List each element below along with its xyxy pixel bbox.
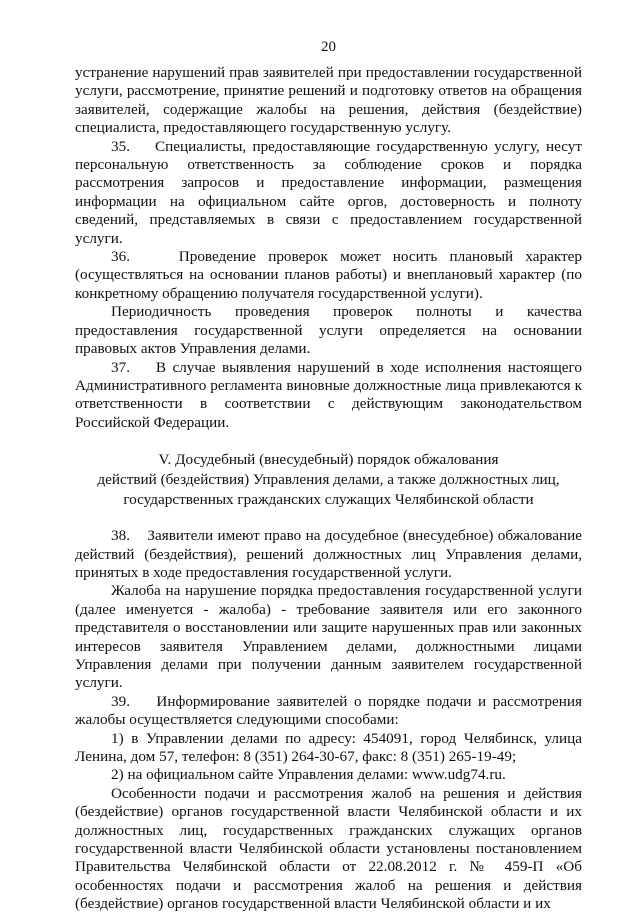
paragraph-39: 39. Информирование заявителей о порядке подачи и рассмотрения жалобы осуществляется следующими способами: — [75, 692, 582, 729]
paragraph-38: 38. Заявители имеют право на досудебное (внесудебное) обжалование действий (бездействия), решений должностных лиц Управления делами, принятых в ходе предоставления государственной услуги. — [75, 527, 582, 581]
list-item-address: 1) в Управлении делами по адресу: 454091, город Челябинск, улица Ленина, дом 57, телефон: 8 (351) 264-30-67, факс: 8 (351) 265-19-49; — [75, 729, 582, 765]
section-title-line-1: V. Досудебный (внесудебный) порядок обжалования — [158, 451, 499, 469]
paragraph-complaint-definition: Жалоба на нарушение порядка предоставления государственной услуги (далее именуется - жалоба) - требование заявителя или его законного представителя о восстановлении или защите нарушенных прав или законных интересов заявителя Управлением делами, должностными лицами Управления делами при получении данным заявителем государственной услуги. — [75, 582, 582, 692]
page-number: 20 — [321, 39, 336, 55]
section-title — [75, 450, 582, 510]
paragraph-36: 36. Проведение проверок может носить плановый характер (осуществляться на основании планов работы) и внеплановый характер (по конкретному обращению получателя государственной услуги). — [75, 248, 582, 302]
paragraph-35: 35. Специалисты, предоставляющие государственную услугу, несут персональную ответственность за соблюдение сроков и порядка рассмотрения запросов и предоставление информации, размещения информации на официальном сайте оргов, достоверность и полноту сведений, представляемых в связи с предоставлением государственной услуги. — [75, 137, 582, 247]
paragraph-continuation: устранение нарушений прав заявителей при предоставлении государственной услуги, рассмотрение, принятие решений и подготовку ответов на обращения заявителей, содержащие жалобы на решения, действия (бездействие) специалиста, предоставляющего государственную услугу. — [75, 64, 582, 137]
section-title-line-2: действий (бездействия) Управления делами, а также должностных лиц, — [97, 471, 560, 489]
paragraph-37: 37. В случае выявления нарушений в ходе исполнения настоящего Административного регламента виновные должностные лица привлекаются к ответственности в соответствии с действующим законодательством Российской Федерации. — [75, 358, 582, 431]
section-title-line-3: государственных гражданских служащих Челябинской области — [123, 491, 534, 509]
paragraph-periodicity: Периодичность проведения проверок полноты и качества предоставления государственной услуги определяется на основании правовых актов Управления делами. — [75, 303, 582, 358]
list-item-website: 2) на официальном сайте Управления делами: www.udg74.ru. — [111, 766, 506, 784]
body-top — [75, 64, 582, 432]
body-bottom — [75, 527, 582, 914]
paragraph-features: Особенности подачи и рассмотрения жалоб на решения и действия (бездействие) органов государственной власти Челябинской области и их должностных лиц, государственных гражданских служащих органов государственной власти Челябинской области установлены постановлением Правительства Челябинской области от 22.08.2012 г. № 459-П «Об особенностях подачи и рассмотрения жалоб на решения и действия (бездействие) органов государственной власти Челябинской области и их — [75, 784, 582, 913]
